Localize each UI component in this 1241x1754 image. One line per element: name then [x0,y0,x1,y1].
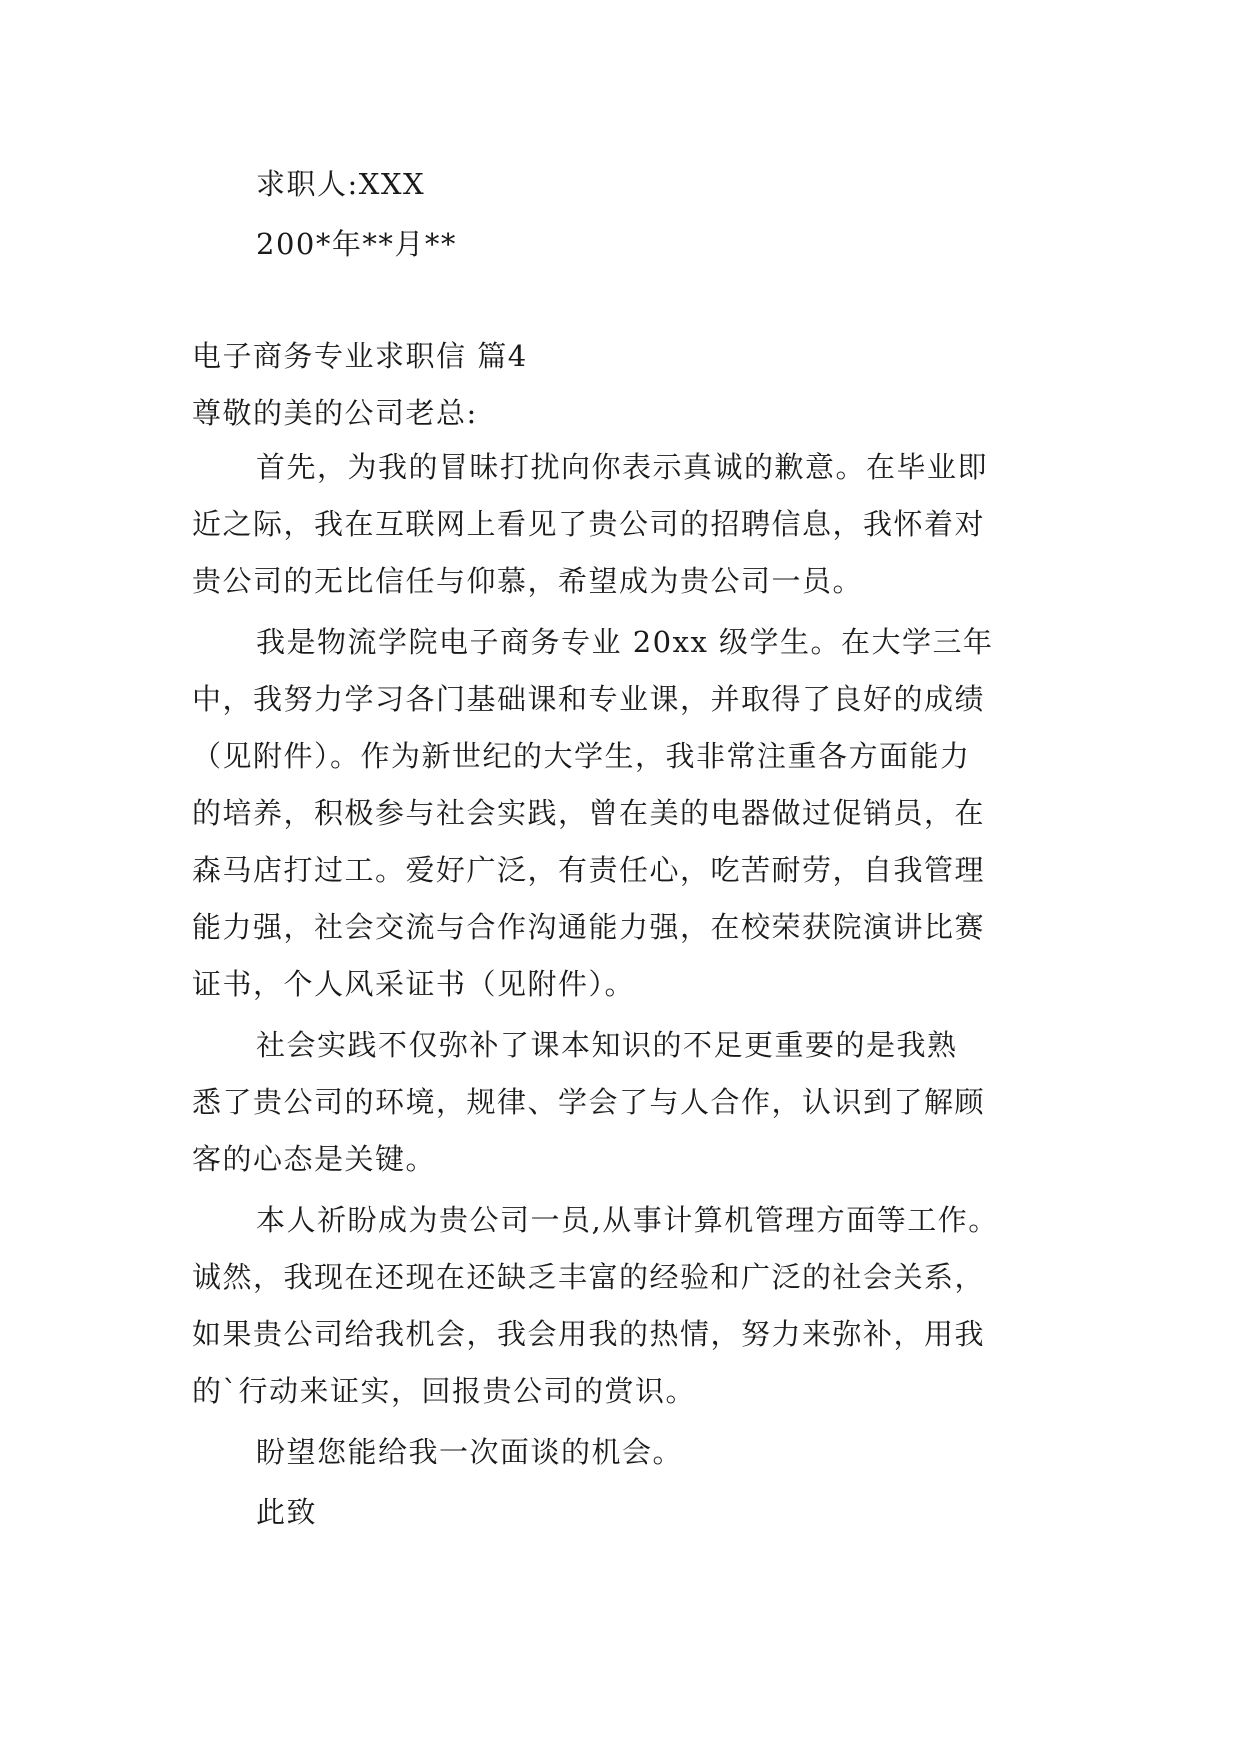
paragraph-2-line-1: 我是物流学院电子商务专业 20xx 级学生。在大学三年 [256,625,994,659]
paragraph-2-line-4: 的培养，积极参与社会实践，曾在美的电器做过促销员，在 [192,796,986,830]
paragraph-2-line-7: 证书，个人风采证书（见附件）。 [192,967,636,1001]
paragraph-4-line-4: 的`行动来证实，回报贵公司的赏识。 [192,1374,697,1408]
paragraph-2-line-6: 能力强，社会交流与合作沟通能力强，在校荣获院演讲比赛 [192,910,986,944]
paragraph-2-line-3: （见附件）。作为新世纪的大学生，我非常注重各方面能力 [192,739,971,773]
signature-date: 200*年**月** [256,227,457,261]
paragraph-2-line-5: 森马店打过工。爱好广泛，有责任心，吃苦耐劳，自我管理 [192,853,986,887]
salutation: 尊敬的美的公司老总: [192,396,478,430]
section-title: 电子商务专业求职信 篇4 [192,339,528,373]
paragraph-1-line-3: 贵公司的无比信任与仰慕，希望成为贵公司一员。 [192,564,864,598]
paragraph-3-line-2: 悉了贵公司的环境，规律、学会了与人合作，认识到了解顾 [192,1085,986,1119]
closing: 此致 [256,1495,318,1529]
paragraph-3-line-3: 客的心态是关键。 [192,1142,437,1176]
paragraph-3-line-1: 社会实践不仅弥补了课本知识的不足更重要的是我熟 [256,1028,958,1062]
paragraph-4-line-3: 如果贵公司给我机会，我会用我的热情，努力来弥补，用我 [192,1317,986,1351]
closing-request: 盼望您能给我一次面谈的机会。 [256,1435,684,1469]
paragraph-2-line-2: 中，我努力学习各门基础课和专业课，并取得了良好的成绩 [192,682,986,716]
paragraph-4-line-2: 诚然，我现在还现在还缺乏丰富的经验和广泛的社会关系， [192,1260,986,1294]
paragraph-4-line-1: 本人祈盼成为贵公司一员,从事计算机管理方面等工作。 [256,1203,999,1237]
paragraph-1-line-1: 首先，为我的冒昧打扰向你表示真诚的歉意。在毕业即 [256,450,989,484]
signature-applicant: 求职人:XXX [256,167,426,201]
paragraph-1-line-2: 近之际，我在互联网上看见了贵公司的招聘信息，我怀着对 [192,507,986,541]
